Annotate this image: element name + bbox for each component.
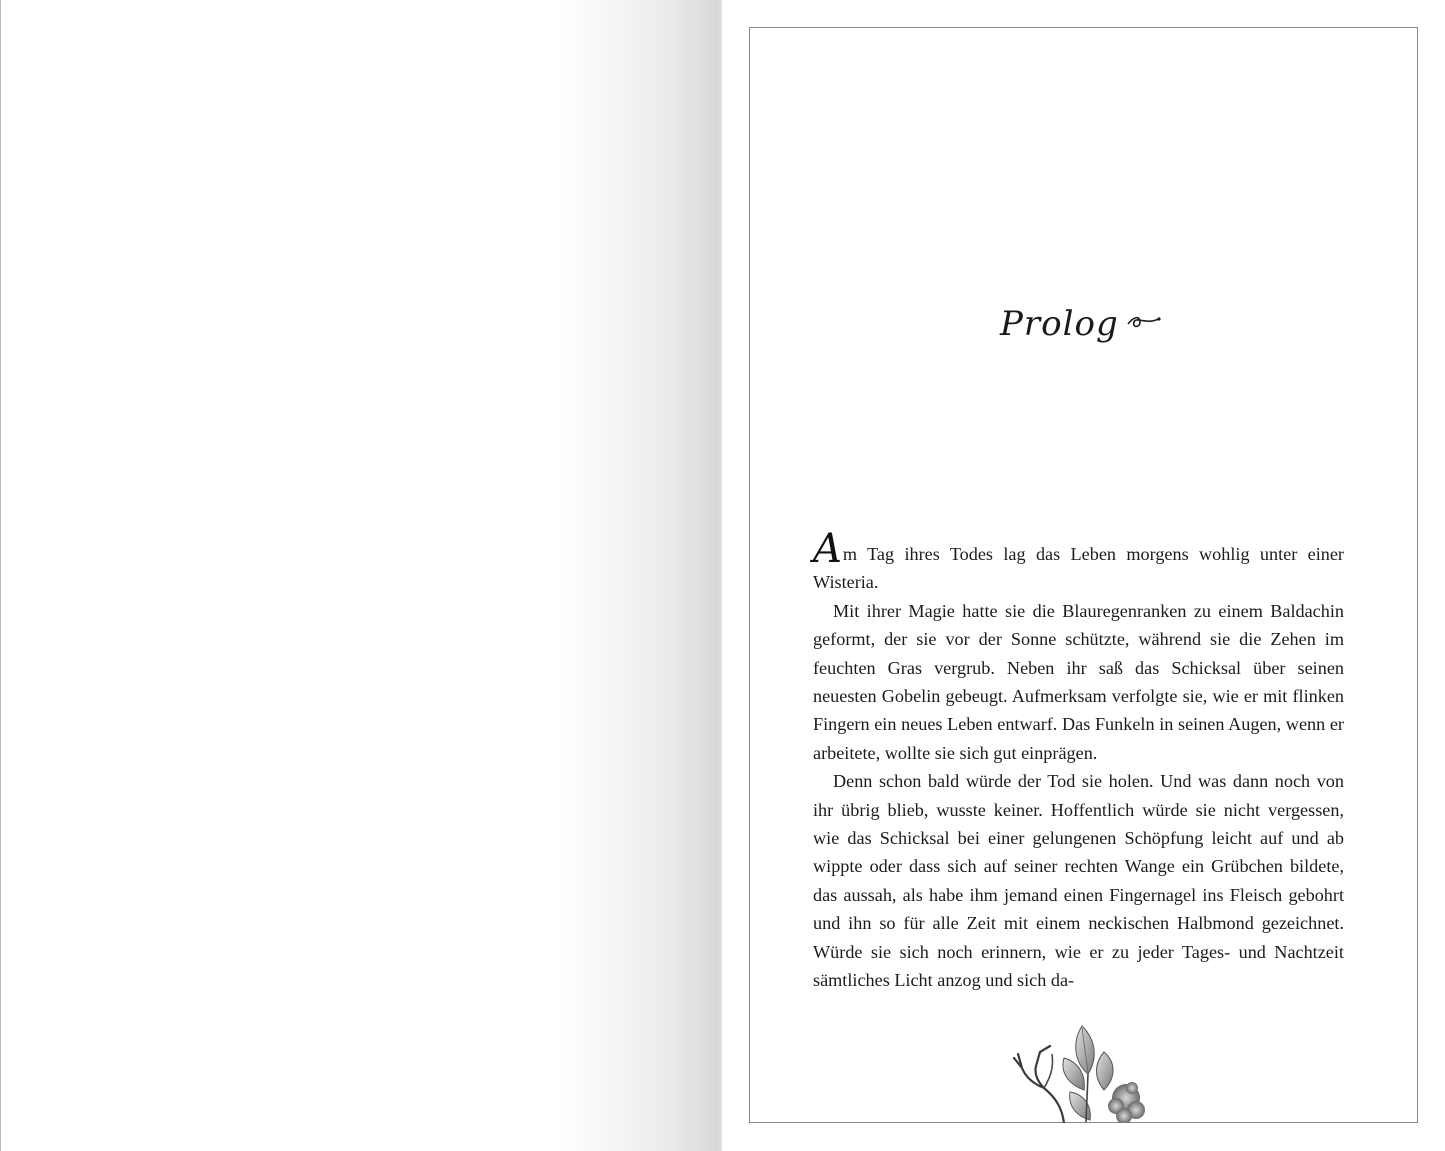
- page-edge: [0, 0, 1, 1151]
- paragraph-2: Mit ihrer Magie hatte sie die Blauregenranken zu einem Baldachin geformt, der sie vor der Sonne schützte, während sie die Zehen im feuchten Gras vergrub. Neben ihr saß das Schicksal über seinen neuesten Gobelin gebeugt. Aufmerksam verfolgte sie, wie er mit flinken Fingern ein neues Leben entwarf. Das Funkeln in seinen Augen, wenn er arbeitete, wollte sie sich gut einprägen.: [813, 600, 1344, 763]
- chapter-body: [813, 526, 1344, 995]
- left-page-blank: [0, 0, 722, 1151]
- paragraph-3: Denn schon bald würde der Tod sie holen. Und was dann noch von ihr übrig blieb, wusste keiner. Hoffentlich würde sie nicht vergessen, wie das Schicksal bei einer gelungenen Schöpfung leicht auf und ab wippte oder dass sich auf seiner rechten Wange ein Grübchen bildete, das aussah, als habe ihm jemand einen Fingernagel ins Fleisch gebohrt und ihn so für alle Zeit mit einem neckischen Halbmond gezeichnet. Würde sie sich noch erinnern, wie er zu jeder Tages- und Nachtzeit sämtliches Licht anzog und sich da-: [813, 771, 1344, 991]
- chapter-heading: [1000, 294, 1160, 354]
- paragraph-1-text: m Tag ihres Todes lag das Leben morgens wohlig unter einer Wisteria.: [813, 544, 1344, 593]
- wisteria-branch-illustration-icon: [1004, 1018, 1164, 1123]
- right-page: [722, 0, 1445, 1151]
- chapter-title: Prolog: [1000, 304, 1119, 344]
- paragraph-1: [813, 526, 1344, 597]
- drop-cap: A: [813, 526, 842, 572]
- title-flourish-icon: [1126, 312, 1162, 332]
